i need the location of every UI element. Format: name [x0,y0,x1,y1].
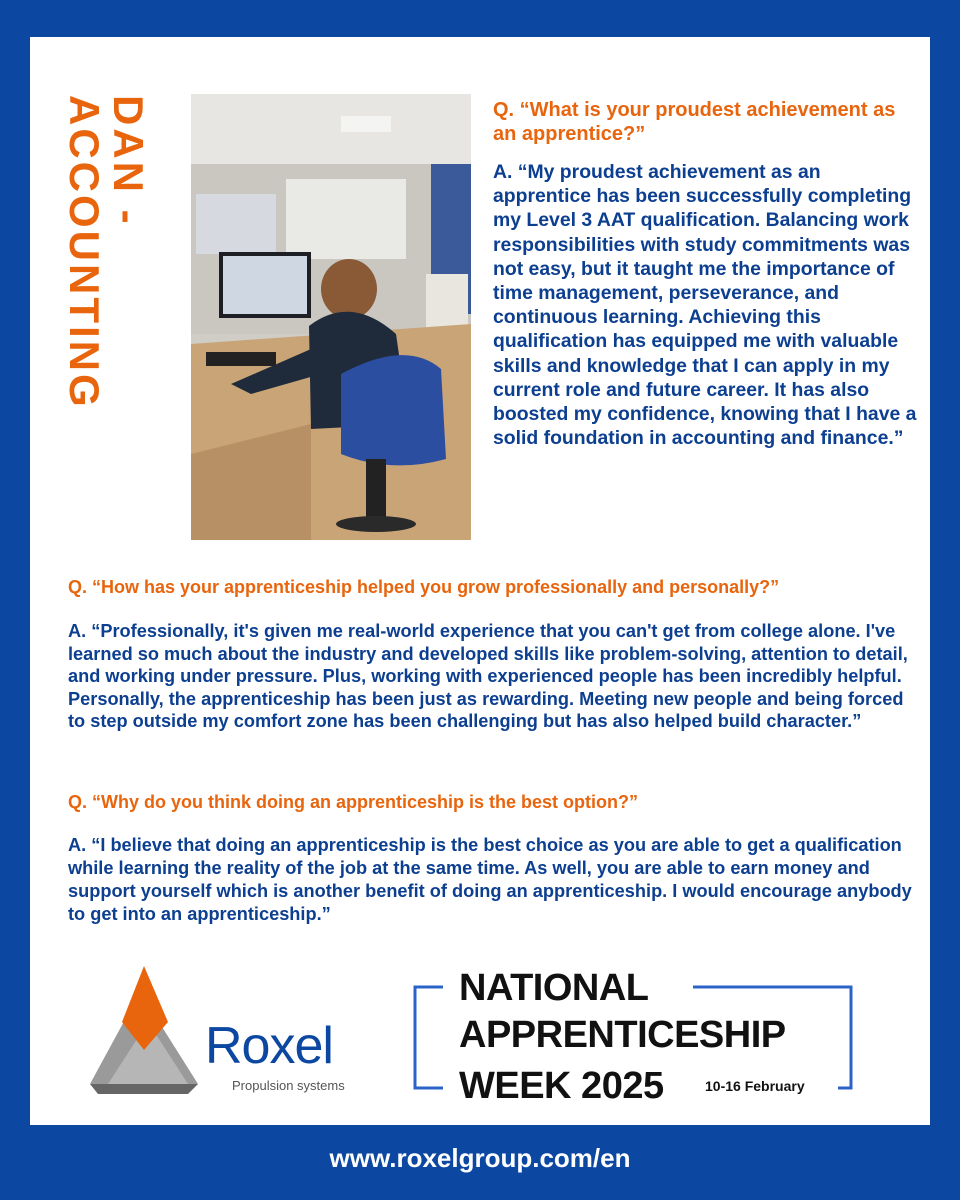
event-line-3: WEEK 2025 [459,1065,664,1107]
title-line-1: DAN - [105,95,152,227]
logo-name: Roxel [205,1017,333,1075]
event-dates: 10-16 February [705,1078,805,1094]
qa-block-3 [68,791,918,926]
question-2: Q. “How has your apprenticeship helped you grow professionally and personally?” [68,577,780,597]
answer-1: A. “My proudest achievement as an apprentice has been successfully completing my Level 3 AAT qualification. Balancing work responsibilities with study commitments was not easy, but it taught me the importance of time management, perseverance, and continuous learning. Achieving this qualification has equipped me with valuable skills and knowledge that I can apply in my current role and future career. It has also boosted my confidence, knowing that I have a solid foundation in accounting and finance.” [493,161,917,450]
answer-2: A. “Professionally, it's given me real-world experience that you can't get from college alone. I've learned so much about the industry and developed skills like problem-solving, attention to detail, and working under pressure. Plus, working with experienced people has been incredibly helpful. Personally, the apprenticeship has been just as rewarding. Meeting new people and being forced to step outside my comfort zone has been challenging but has also helped build character.” [68,621,908,732]
title-line-2: ACCOUNTING [61,95,108,410]
logo-tagline: Propulsion systems [232,1078,345,1093]
question-3: Q. “Why do you think doing an apprenticeship is the best option?” [68,792,639,812]
event-line-1: NATIONAL [459,967,649,1009]
qa-block-2 [68,576,918,733]
answer-3: A. “I believe that doing an apprenticeship is the best choice as you are able to get a qualification while learning the reality of the job at the same time. As well, you are able to earn money and support yourself which is another benefit of doing an apprenticeship. I would encourage anybody to get into an apprenticeship.” [68,835,912,924]
event-line-2: APPRENTICESHIP [459,1014,786,1056]
qa-block-1 [493,98,918,450]
person-at-desk-photo [191,94,471,540]
website-url[interactable]: www.roxelgroup.com/en [329,1143,631,1173]
vertical-title [60,95,150,455]
question-1: Q. “What is your proudest achievement as an apprentice?” [493,99,896,145]
